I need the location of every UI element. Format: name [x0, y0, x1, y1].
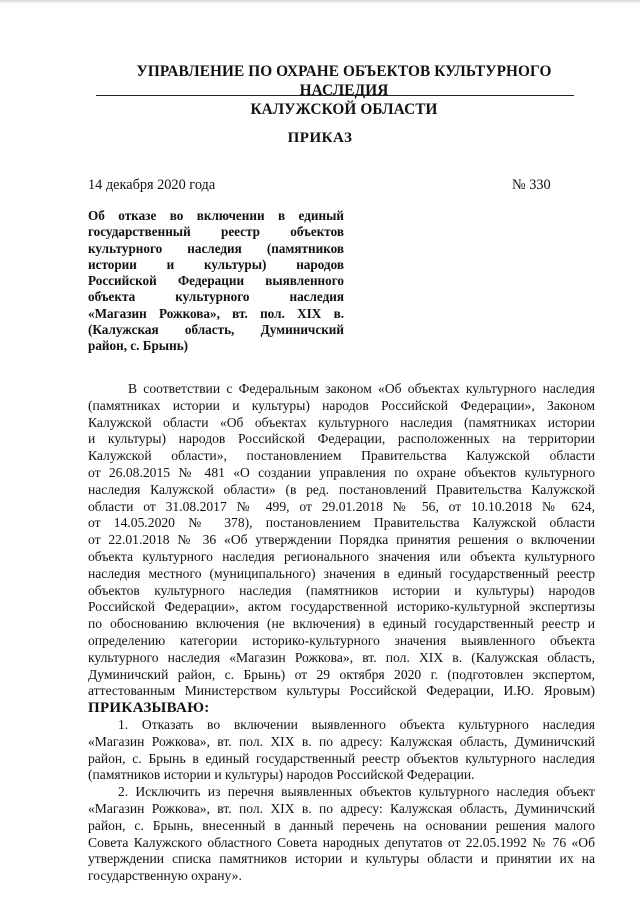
- preamble-line: и культуры) народов Российской Федерации, расположенных на территории: [88, 431, 595, 447]
- preamble-line: от 26.08.2015 № 481 «О создании управления по охране объектов культурного: [88, 464, 595, 480]
- subject-line: район, с. Брынь): [88, 338, 189, 353]
- document-number: № 330: [512, 177, 551, 193]
- order-item-line: район, с. Брынь в единый государственный реестр объектов культурного наследия: [88, 750, 595, 766]
- order-item-1: [88, 717, 595, 784]
- preamble-line: Российской Федерации», актом государственной историко-культурной экспертизы: [88, 599, 595, 615]
- preamble-paragraph: [88, 381, 595, 700]
- preamble-line: Калужской области», постановлением Правительства Калужской области: [88, 448, 595, 464]
- preamble-line: от 22.01.2018 № 36 «Об утверждении Порядка принятия решения о включении: [88, 532, 595, 548]
- subject-line: Об отказе во включении в единый: [88, 208, 344, 223]
- document-body: [88, 381, 595, 885]
- order-item-line: утверждении списка памятников истории и культуры области и принятии их на: [88, 851, 595, 867]
- subject-line: государственный реестр объектов: [88, 224, 344, 240]
- subject-line: культурного наследия (памятников: [88, 240, 344, 256]
- subject-line: «Магазин Рожкова», вт. пол. XIX в.: [88, 305, 344, 321]
- header-rule: [96, 95, 574, 96]
- organization-name: [100, 62, 588, 119]
- preamble-line: наследия местного (муниципального) значения в единый государственный реестр: [88, 565, 595, 581]
- preamble-line: аттестованным Министерством культуры Российской Федерации, И.Ю. Яровым): [88, 683, 595, 699]
- document-date: 14 декабря 2020 года: [88, 177, 216, 193]
- preamble-line: наследия Калужской области» (в ред. постановлений Правительства Калужской: [88, 481, 595, 497]
- order-item-line: (памятников истории и культуры) народов Российской Федерации.: [88, 767, 475, 783]
- order-word: ПРИКАЗЫВАЮ:: [88, 700, 210, 717]
- preamble-line: определению категории историко-культурного значения выявленного объекта: [88, 632, 595, 648]
- preamble-line: В соответствии с Федеральным законом «Об объектах культурного наследия: [128, 381, 595, 396]
- order-item-line: Совета Калужского областного Совета народных депутатов от 22.05.1992 № 76 «Об: [88, 834, 595, 850]
- organization-name-line2: КАЛУЖСКОЙ ОБЛАСТИ: [250, 101, 438, 118]
- preamble-line: культурного наследия «Магазин Рожкова», вт. пол. XIX в. (Калужская область,: [88, 649, 595, 665]
- document-subject: [88, 208, 344, 354]
- preamble-line: области от 31.08.2017 № 499, от 29.01.2018 № 56, от 10.10.2018 № 624,: [88, 498, 595, 514]
- subject-line: истории и культуры) народов: [88, 256, 344, 272]
- order-item-line: государственную охрану».: [88, 868, 242, 884]
- preamble-line: объектов культурного наследия (памятников истории и культуры) народов: [88, 582, 595, 598]
- preamble-line: (памятниках истории и культуры) народов Российской Федерации», Законом: [88, 397, 595, 413]
- document-type: ПРИКАЗ: [287, 130, 353, 146]
- subject-line: объекта культурного наследия: [88, 289, 344, 305]
- preamble-line: Калужской области «Об объектах культурного наследия (памятниках истории: [88, 414, 595, 430]
- subject-line: (Калужская область, Думиничский: [88, 321, 344, 337]
- order-item-line: «Магазин Рожкова», вт. пол. XIX в. по адресу: Калужская область, Думиничский: [88, 733, 595, 749]
- subject-line: Российской Федерации выявленного: [88, 273, 344, 288]
- order-item-2: [88, 784, 595, 885]
- preamble-line: Думиничский район, с. Брынь) от 29 октября 2020 г. (подготовлен экспертом,: [88, 666, 595, 682]
- preamble-line: от 14.05.2020 № 378), постановлением Правительства Калужской области: [88, 515, 595, 531]
- order-item-line: 1. Отказать во включении выявленного объекта культурного наследия: [118, 716, 595, 732]
- order-item-line: «Магазин Рожкова», вт. пол. XIX в. по адресу: Калужская область, Думиничский: [88, 800, 595, 816]
- scan-edge: [0, 0, 640, 4]
- preamble-line: объекта культурного наследия регионального значения или объекта культурного: [88, 548, 595, 564]
- order-item-line: 2. Исключить из перечня выявленных объектов культурного наследия объект: [118, 784, 595, 800]
- preamble-line: по обоснованию включения (не включения) в единый государственный реестр и: [88, 616, 595, 632]
- order-item-line: район, с. Брынь, внесенный в данный перечень на основании решения малого: [88, 817, 595, 833]
- organization-name-line1: УПРАВЛЕНИЕ ПО ОХРАНЕ ОБЪЕКТОВ КУЛЬТУРНОГО НАСЛЕДИЯ: [136, 63, 552, 99]
